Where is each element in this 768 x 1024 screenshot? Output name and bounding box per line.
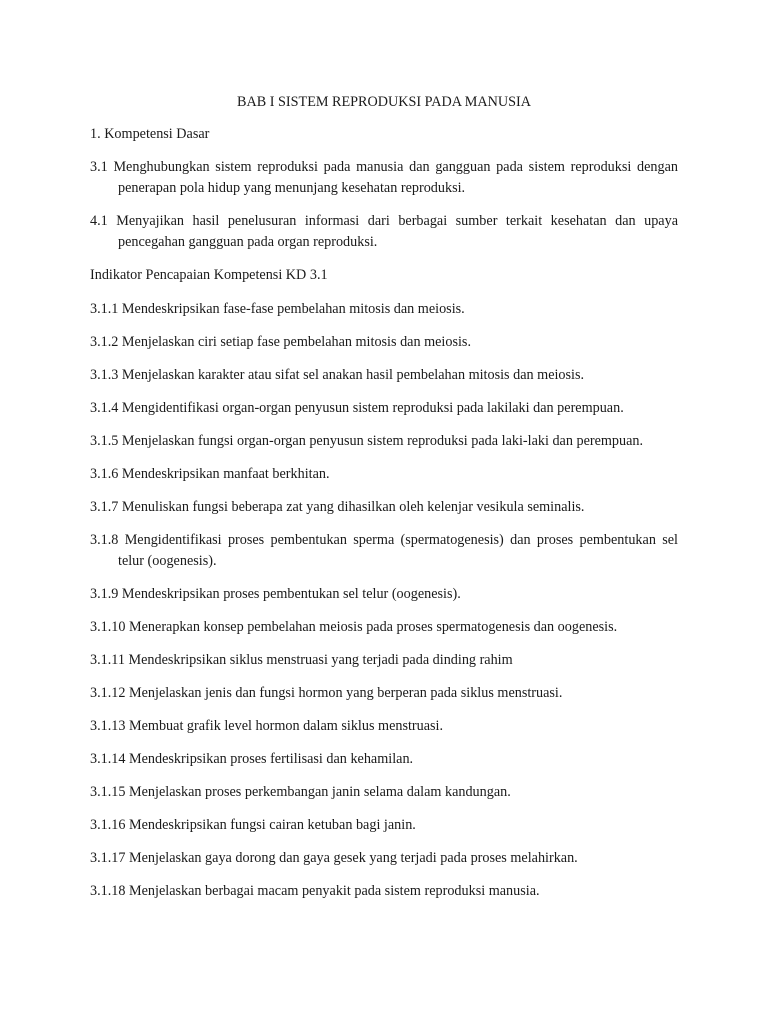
indicator-item: 3.1.3 Menjelaskan karakter atau sifat sel anakan hasil pembelahan mitosis dan meiosis. bbox=[90, 367, 585, 383]
document-body bbox=[90, 92, 678, 914]
indicator-item: 3.1.15 Menjelaskan proses perkembangan janin selama dalam kandungan. bbox=[90, 784, 511, 800]
kd-item: 3.1 Menghubungkan sistem reproduksi pada manusia dan gangguan pada sistem reproduksi dengan penerapan pola hidup yang menunjang kesehatan reproduksi. bbox=[90, 159, 678, 196]
kd-item: 4.1 Menyajikan hasil penelusuran informasi dari berbagai sumber terkait kesehatan dan upaya pencegahan gangguan pada organ reproduksi. bbox=[90, 213, 678, 250]
indicator-heading: Indikator Pencapaian Kompetensi KD 3.1 bbox=[90, 267, 328, 283]
indicator-item: 3.1.18 Menjelaskan berbagai macam penyakit pada sistem reproduksi manusia. bbox=[90, 883, 540, 899]
indicator-item: 3.1.11 Mendeskripsikan siklus menstruasi yang terjadi pada dinding rahim bbox=[90, 652, 513, 668]
indicator-item: 3.1.9 Mendeskripsikan proses pembentukan sel telur (oogenesis). bbox=[90, 586, 461, 602]
indicator-item: 3.1.1 Mendeskripsikan fase-fase pembelahan mitosis dan meiosis. bbox=[90, 301, 465, 317]
indicator-item: 3.1.2 Menjelaskan ciri setiap fase pembelahan mitosis dan meiosis. bbox=[90, 334, 471, 350]
indicator-item: 3.1.10 Menerapkan konsep pembelahan meiosis pada proses spermatogenesis dan oogenesis. bbox=[90, 619, 618, 635]
indicator-item: 3.1.7 Menuliskan fungsi beberapa zat yang dihasilkan oleh kelenjar vesikula seminalis. bbox=[90, 499, 585, 515]
indicator-item: 3.1.5 Menjelaskan fungsi organ-organ penyusun sistem reproduksi pada laki-laki dan perempuan. bbox=[90, 433, 644, 449]
indicator-item: 3.1.14 Mendeskripsikan proses fertilisasi dan kehamilan. bbox=[90, 751, 414, 767]
indicator-item: 3.1.4 Mengidentifikasi organ-organ penyusun sistem reproduksi pada lakilaki dan perempuan. bbox=[90, 400, 624, 416]
indicator-item: 3.1.12 Menjelaskan jenis dan fungsi hormon yang berperan pada siklus menstruasi. bbox=[90, 685, 563, 701]
section-heading: 1. Kompetensi Dasar bbox=[90, 126, 210, 142]
chapter-title: BAB I SISTEM REPRODUKSI PADA MANUSIA bbox=[237, 94, 531, 110]
indicator-item: 3.1.8 Mengidentifikasi proses pembentukan sperma (spermatogenesis) dan proses pembentukan sel telur (oogenesis). bbox=[90, 532, 678, 569]
indicator-item: 3.1.17 Menjelaskan gaya dorong dan gaya gesek yang terjadi pada proses melahirkan. bbox=[90, 850, 578, 866]
indicator-item: 3.1.16 Mendeskripsikan fungsi cairan ketuban bagi janin. bbox=[90, 817, 416, 833]
indicator-item: 3.1.6 Mendeskripsikan manfaat berkhitan. bbox=[90, 466, 330, 482]
indicator-item: 3.1.13 Membuat grafik level hormon dalam siklus menstruasi. bbox=[90, 718, 444, 734]
